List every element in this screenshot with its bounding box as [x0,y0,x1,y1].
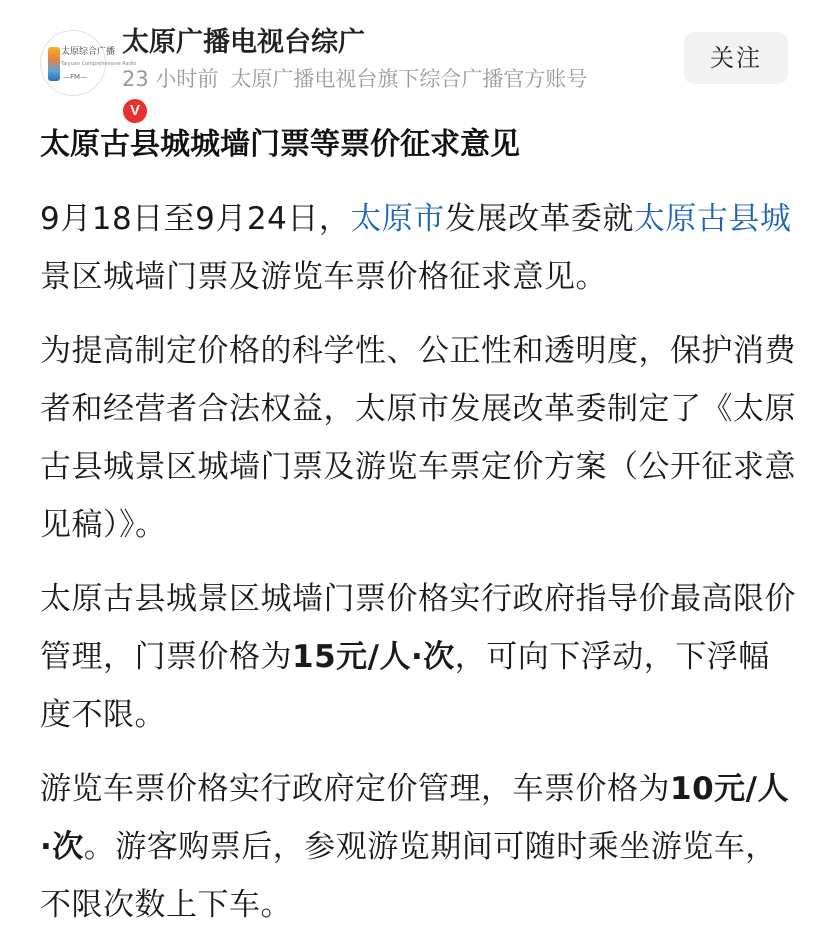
paragraph-2: 为提高制定价格的科学性、公正性和透明度，保护消费者和经营者合法权益，太原市发展改革委制定了《太原古县城景区城墙门票及游览车票定价方案（公开征求意见稿）》。 [40,333,796,543]
avatar-logo-fm: —FM— [63,73,88,81]
topic-link-taiyuan-ancient-town[interactable]: 太原古县城 [633,201,792,237]
paragraph-4-text-b: 。游客购票后，参观游览期间可随时乘坐游览车，不限次数上下车。 [40,829,777,923]
post-header [0,0,828,119]
account-description: 太原广播电视台旗下综合广播官方账号 [230,67,588,91]
account-name[interactable]: 太原广播电视台综广 [122,27,365,58]
topic-link-taiyuan-city[interactable]: 太原市 [350,201,445,237]
paragraph-1-text-a: 9月18日至9月24日， [40,201,351,237]
shuttle-price: 10元/人·次 [40,771,789,865]
avatar-logo [45,37,137,89]
paragraph-1-text-c: 景区城墙门票及游览车票价格征求意见。 [40,259,607,295]
paragraph-4 [40,760,800,934]
logo-bars-icon [48,47,60,81]
follow-button[interactable]: 关注 [684,32,788,84]
paragraph-4-text-a: 游览车票价格实行政府定价管理，车票价格为 [40,771,670,807]
post-time: 23 小时前 [122,67,219,91]
article-body [40,120,800,950]
paragraph-3-text-b: ，可向下浮动，下浮幅度不限。 [40,639,770,733]
verified-badge-icon: V [121,97,149,125]
paragraph-1 [40,190,800,306]
avatar-logo-subtext: Taiyuan Comprehensive Radio [61,61,137,67]
paragraph-3-text-a: 太原古县城景区城墙门票价格实行政府指导价最高限价管理，门票价格为 [40,581,796,675]
paragraph-3 [40,570,800,744]
article-title: 太原古县城城墙门票等票价征求意见 [40,127,520,162]
avatar[interactable] [40,30,140,119]
ticket-price: 15元/人·次 [292,639,455,675]
avatar-logo-text: 太原综合广播 [61,47,116,57]
post-meta [122,64,587,94]
paragraph-1-text-b: 发展改革委就 [444,201,634,237]
